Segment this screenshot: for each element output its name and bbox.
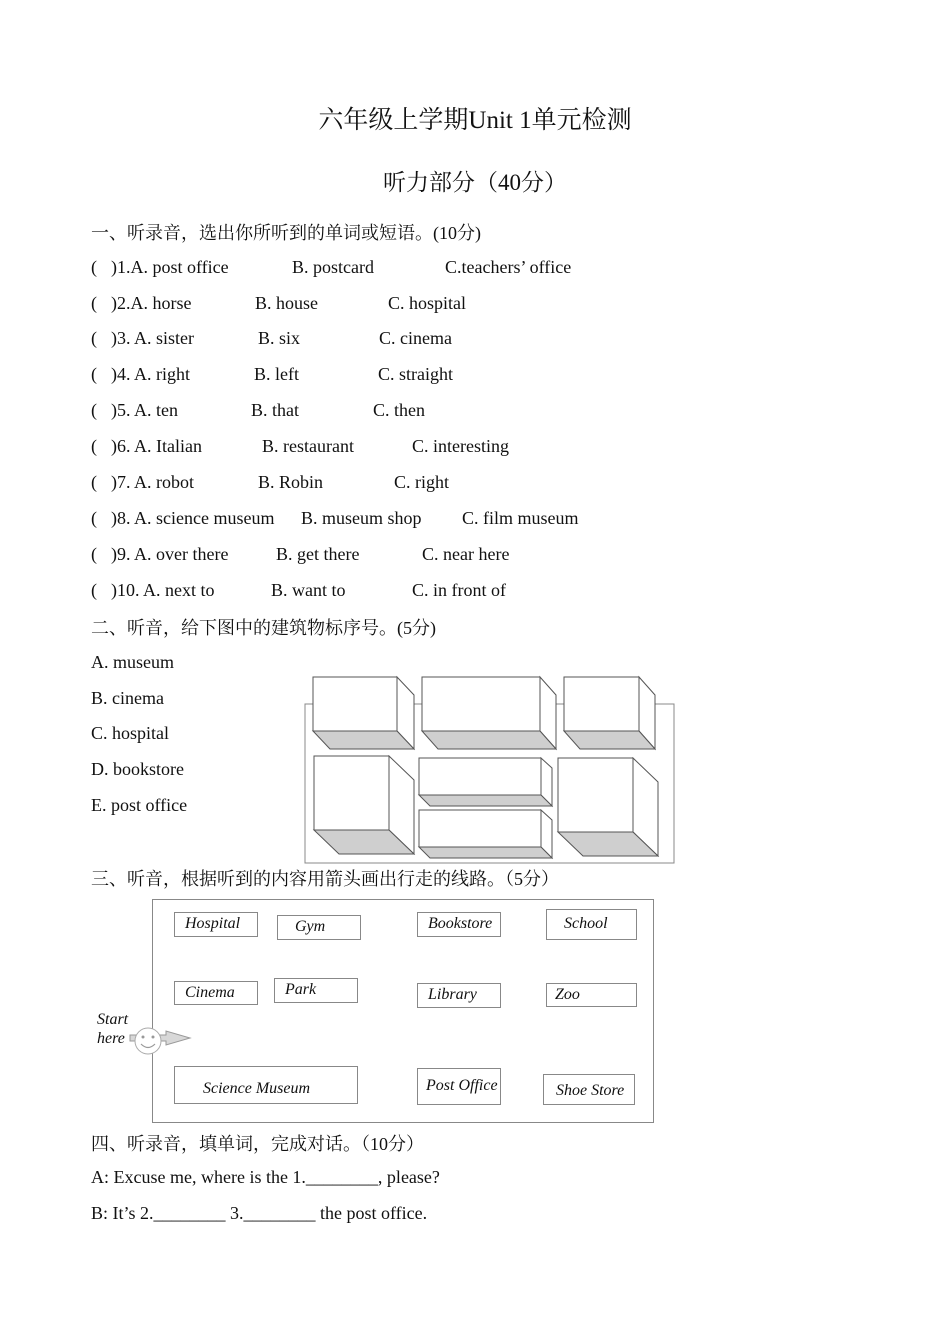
building-box[interactable] — [564, 677, 655, 749]
option-c: C. right — [394, 472, 450, 492]
dialogue-line-a: A: Excuse me, where is the 1.________, please? — [91, 1167, 440, 1187]
answer-paren[interactable]: ( — [91, 328, 97, 348]
option-b: B. want to — [271, 580, 346, 600]
dialogue-line-b: B: It’s 2.________ 3.________ the post office. — [91, 1203, 428, 1223]
answer-paren[interactable]: ( — [91, 508, 97, 528]
buildings-diagram — [300, 670, 700, 870]
option-c: C. then — [373, 400, 425, 420]
option-b: B. that — [251, 400, 299, 420]
building-option: C. hospital — [91, 723, 170, 743]
place-zoo[interactable]: Zoo — [546, 983, 637, 1007]
option-a: )1.A. post office — [111, 257, 229, 277]
section2-heading: 二、听音，给下图中的建筑物标序号。(5分) — [91, 618, 436, 638]
option-b: B. house — [255, 293, 318, 313]
option-a: )4. A. right — [111, 364, 190, 384]
answer-paren[interactable]: ( — [91, 544, 97, 564]
option-c: C. film museum — [462, 508, 579, 528]
section3-heading: 三、听音，根据听到的内容用箭头画出行走的线路。（5分） — [91, 869, 559, 889]
option-a: )2.A. horse — [111, 293, 192, 313]
option-c: C. straight — [378, 364, 453, 384]
place-library[interactable]: Library — [417, 983, 501, 1008]
answer-paren[interactable]: ( — [91, 436, 97, 456]
building-option: B. cinema — [91, 688, 164, 708]
option-a: )7. A. robot — [111, 472, 194, 492]
option-b: B. six — [258, 328, 301, 348]
building-box[interactable] — [313, 677, 414, 749]
option-b: B. Robin — [258, 472, 324, 492]
place-school[interactable]: School — [546, 909, 637, 940]
answer-paren[interactable]: ( — [91, 257, 97, 277]
option-c: C. interesting — [412, 436, 509, 456]
place-science-museum[interactable]: Science Museum — [174, 1066, 358, 1104]
place-park[interactable]: Park — [274, 978, 358, 1003]
building-box[interactable] — [422, 677, 556, 749]
option-c: C. near here — [422, 544, 510, 564]
answer-paren[interactable]: ( — [91, 364, 97, 384]
option-c: C. cinema — [379, 328, 452, 348]
option-a: )8. A. science museum — [111, 508, 275, 528]
building-box[interactable] — [419, 758, 552, 806]
smiley-icon — [135, 1028, 161, 1054]
option-c: C. hospital — [388, 293, 467, 313]
building-box[interactable] — [314, 756, 414, 854]
answer-paren[interactable]: ( — [91, 400, 97, 420]
start-label-line2: here — [97, 1030, 125, 1047]
page-subtitle: 听力部分（40分） — [383, 170, 567, 195]
page-title: 六年级上学期Unit 1单元检测 — [318, 107, 632, 134]
building-box[interactable] — [558, 758, 658, 856]
building-option: D. bookstore — [91, 759, 184, 779]
option-b: B. museum shop — [301, 508, 422, 528]
answer-paren[interactable]: ( — [91, 293, 97, 313]
place-bookstore[interactable]: Bookstore — [417, 912, 501, 937]
section1-heading: 一、听录音，选出你所听到的单词或短语。(10分) — [91, 223, 481, 243]
option-c: C.teachers’ office — [445, 257, 572, 277]
section4-heading: 四、听录音，填单词，完成对话。（10分） — [91, 1134, 424, 1154]
option-b: B. postcard — [292, 257, 374, 277]
option-b: B. restaurant — [262, 436, 354, 456]
option-a: )10. A. next to — [111, 580, 215, 600]
place-cinema[interactable]: Cinema — [174, 981, 258, 1005]
option-a: )3. A. sister — [111, 328, 194, 348]
option-a: )6. A. Italian — [111, 436, 202, 456]
option-c: C. in front of — [412, 580, 506, 600]
place-gym[interactable]: Gym — [277, 915, 361, 940]
start-label-line1: Start — [97, 1011, 129, 1028]
option-b: B. get there — [276, 544, 360, 564]
option-a: )9. A. over there — [111, 544, 229, 564]
place-shoe-store[interactable]: Shoe Store — [543, 1074, 635, 1105]
option-b: B. left — [254, 364, 299, 384]
answer-paren[interactable]: ( — [91, 580, 97, 600]
option-a: )5. A. ten — [111, 400, 178, 420]
building-option: E. post office — [91, 795, 188, 815]
building-box[interactable] — [419, 810, 552, 858]
building-option: A. museum — [91, 652, 174, 672]
place-hospital[interactable]: Hospital — [174, 912, 258, 937]
start-smiley-arrow — [128, 1022, 198, 1062]
answer-paren[interactable]: ( — [91, 472, 97, 492]
place-post-office[interactable]: Post Office — [417, 1068, 501, 1105]
